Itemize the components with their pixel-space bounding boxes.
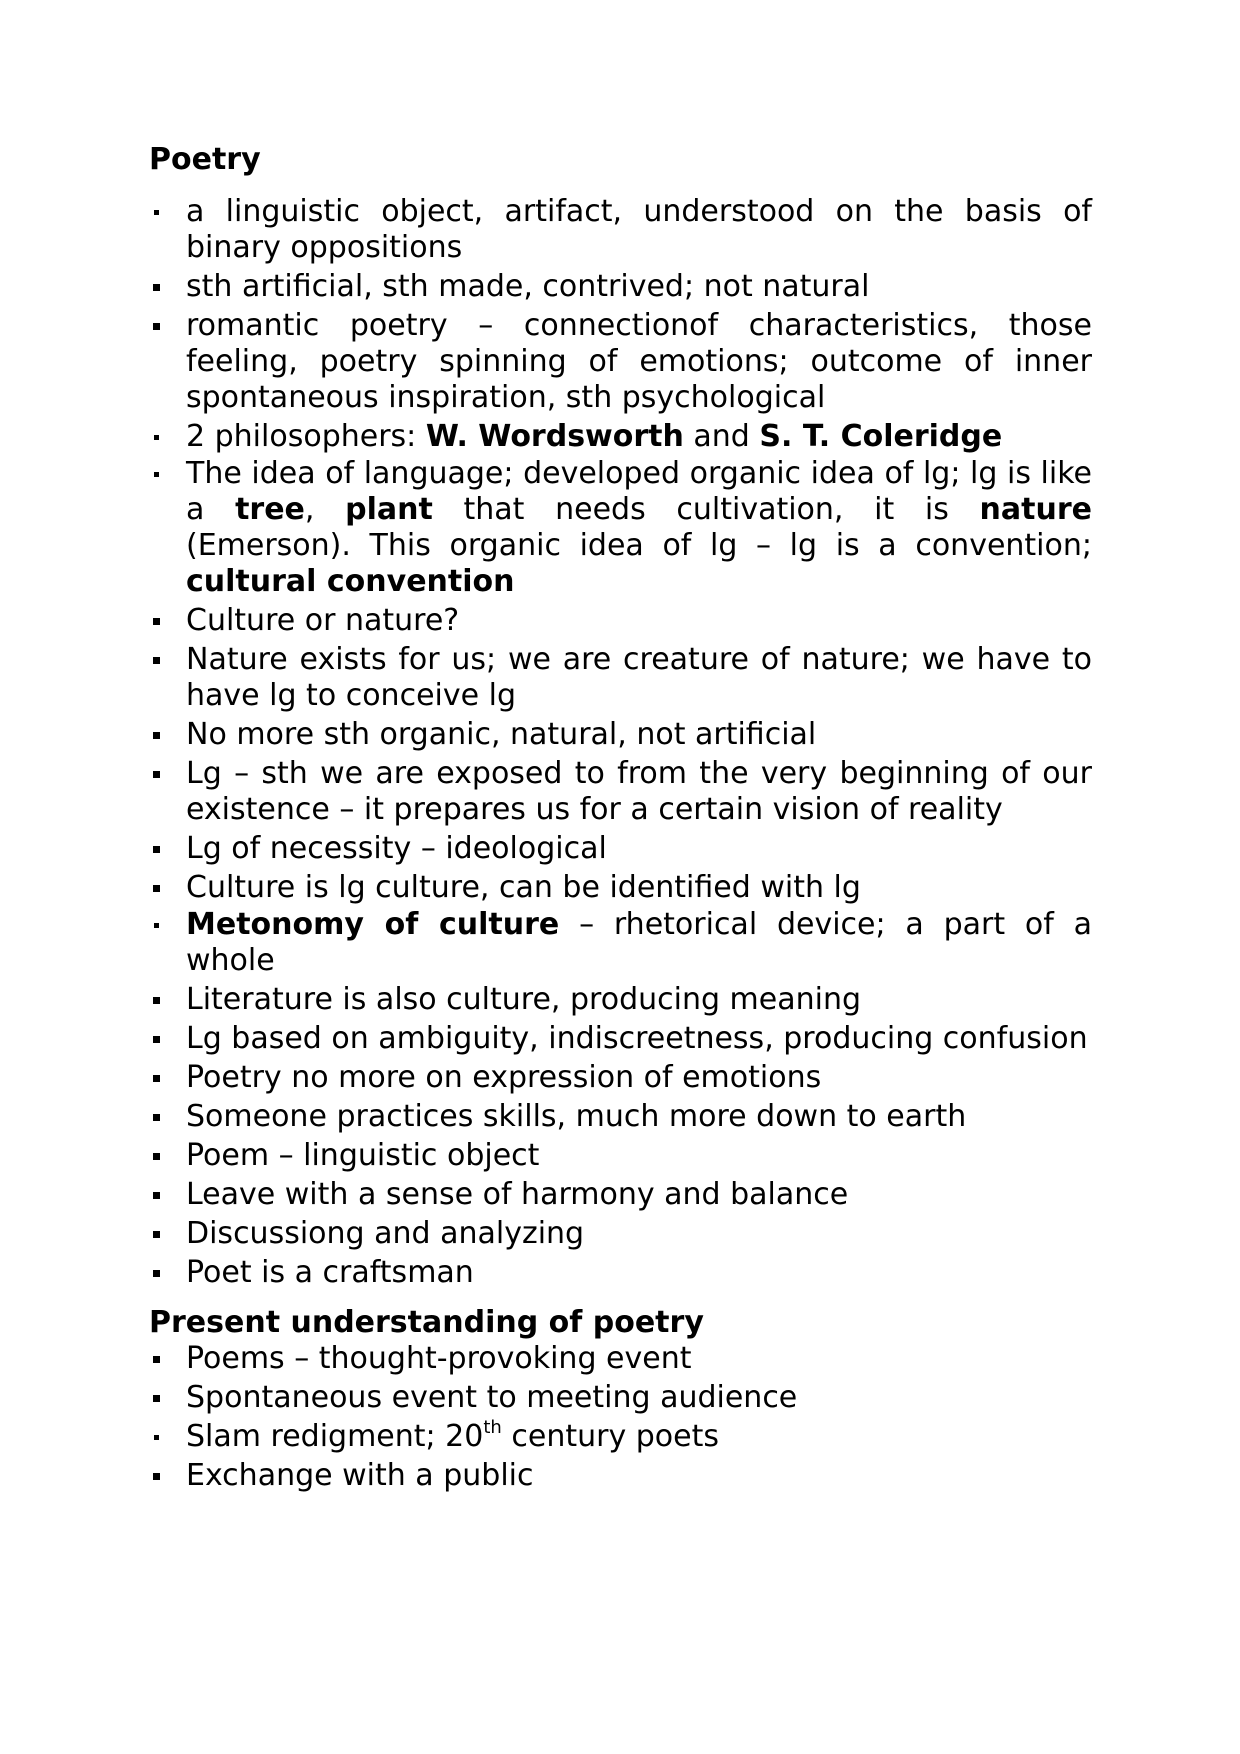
list-item: Spontaneous event to meeting audience [149, 1380, 1092, 1416]
list-item: Poems – thought-provoking event [149, 1341, 1092, 1377]
list-item: Nature exists for us; we are creature of nature; we have to have lg to conceive lg [149, 642, 1092, 714]
bullet-icon [154, 1435, 159, 1440]
list-item: Lg based on ambiguity, indiscreetness, producing confusion [149, 1021, 1092, 1057]
section-heading-present-understanding: Present understanding of poetry [149, 1305, 704, 1340]
list-item: Discussiong and analyzing [149, 1216, 1092, 1252]
list-item: Poem – linguistic object [149, 1138, 1092, 1174]
poetry-bullet-list [149, 194, 1092, 1291]
list-item: 2 philosophers: W. Wordsworth and S. T. Coleridge [149, 419, 1092, 455]
bullet-icon [153, 1473, 160, 1480]
list-item: Lg – sth we are exposed to from the very beginning of our existence – it prepares us for a certain vision of reality [149, 756, 1092, 828]
bullet-icon [153, 1075, 160, 1082]
bullet-icon [153, 1356, 160, 1363]
bullet-icon [153, 885, 160, 892]
list-item: Lg of necessity – ideological [149, 831, 1092, 867]
bullet-icon [153, 1192, 160, 1199]
bullet-icon [153, 618, 160, 625]
bullet-icon [153, 1036, 160, 1043]
bullet-icon [154, 923, 159, 928]
bullet-icon [153, 732, 160, 739]
list-item: Poet is a craftsman [149, 1255, 1092, 1291]
list-item: Leave with a sense of harmony and balance [149, 1177, 1092, 1213]
list-item: Slam redigment; 20th century poets [149, 1419, 1092, 1455]
list-item: Someone practices skills, much more down to earth [149, 1099, 1092, 1135]
list-item: No more sth organic, natural, not artificial [149, 717, 1092, 753]
list-item: The idea of language; developed organic idea of lg; lg is like a tree, plant that needs cultivation, it is nature (Emerson). This organic idea of lg – lg is a convention; cultural convention [149, 456, 1092, 600]
bullet-icon [154, 435, 159, 440]
bullet-icon [153, 1231, 160, 1238]
bullet-icon [153, 846, 160, 853]
bullet-icon [153, 771, 160, 778]
bullet-icon [153, 284, 160, 291]
bullet-icon [153, 1153, 160, 1160]
list-item: Poetry no more on expression of emotions [149, 1060, 1092, 1096]
bullet-icon [153, 1114, 160, 1121]
list-item: Metonomy of culture – rhetorical device; a part of a whole [149, 907, 1092, 979]
section-heading-poetry: Poetry [149, 142, 261, 177]
bullet-icon [154, 472, 159, 477]
present-understanding-bullet-list [149, 1341, 1092, 1494]
list-item: Exchange with a public [149, 1458, 1092, 1494]
bullet-icon [154, 210, 159, 215]
bullet-icon [153, 1270, 160, 1277]
document-page [149, 142, 1092, 1497]
bullet-icon [153, 1395, 160, 1402]
bullet-icon [153, 997, 160, 1004]
list-item: Culture or nature? [149, 603, 1092, 639]
bullet-icon [153, 323, 160, 330]
list-item: Culture is lg culture, can be identified with lg [149, 870, 1092, 906]
bullet-icon [153, 657, 160, 664]
list-item: sth artificial, sth made, contrived; not natural [149, 269, 1092, 305]
list-item: romantic poetry – connectionof characteristics, those feeling, poetry spinning of emotions; outcome of inner spontaneous inspiration, sth psychological [149, 308, 1092, 416]
list-item: a linguistic object, artifact, understood on the basis of binary oppositions [149, 194, 1092, 266]
list-item: Literature is also culture, producing meaning [149, 982, 1092, 1018]
